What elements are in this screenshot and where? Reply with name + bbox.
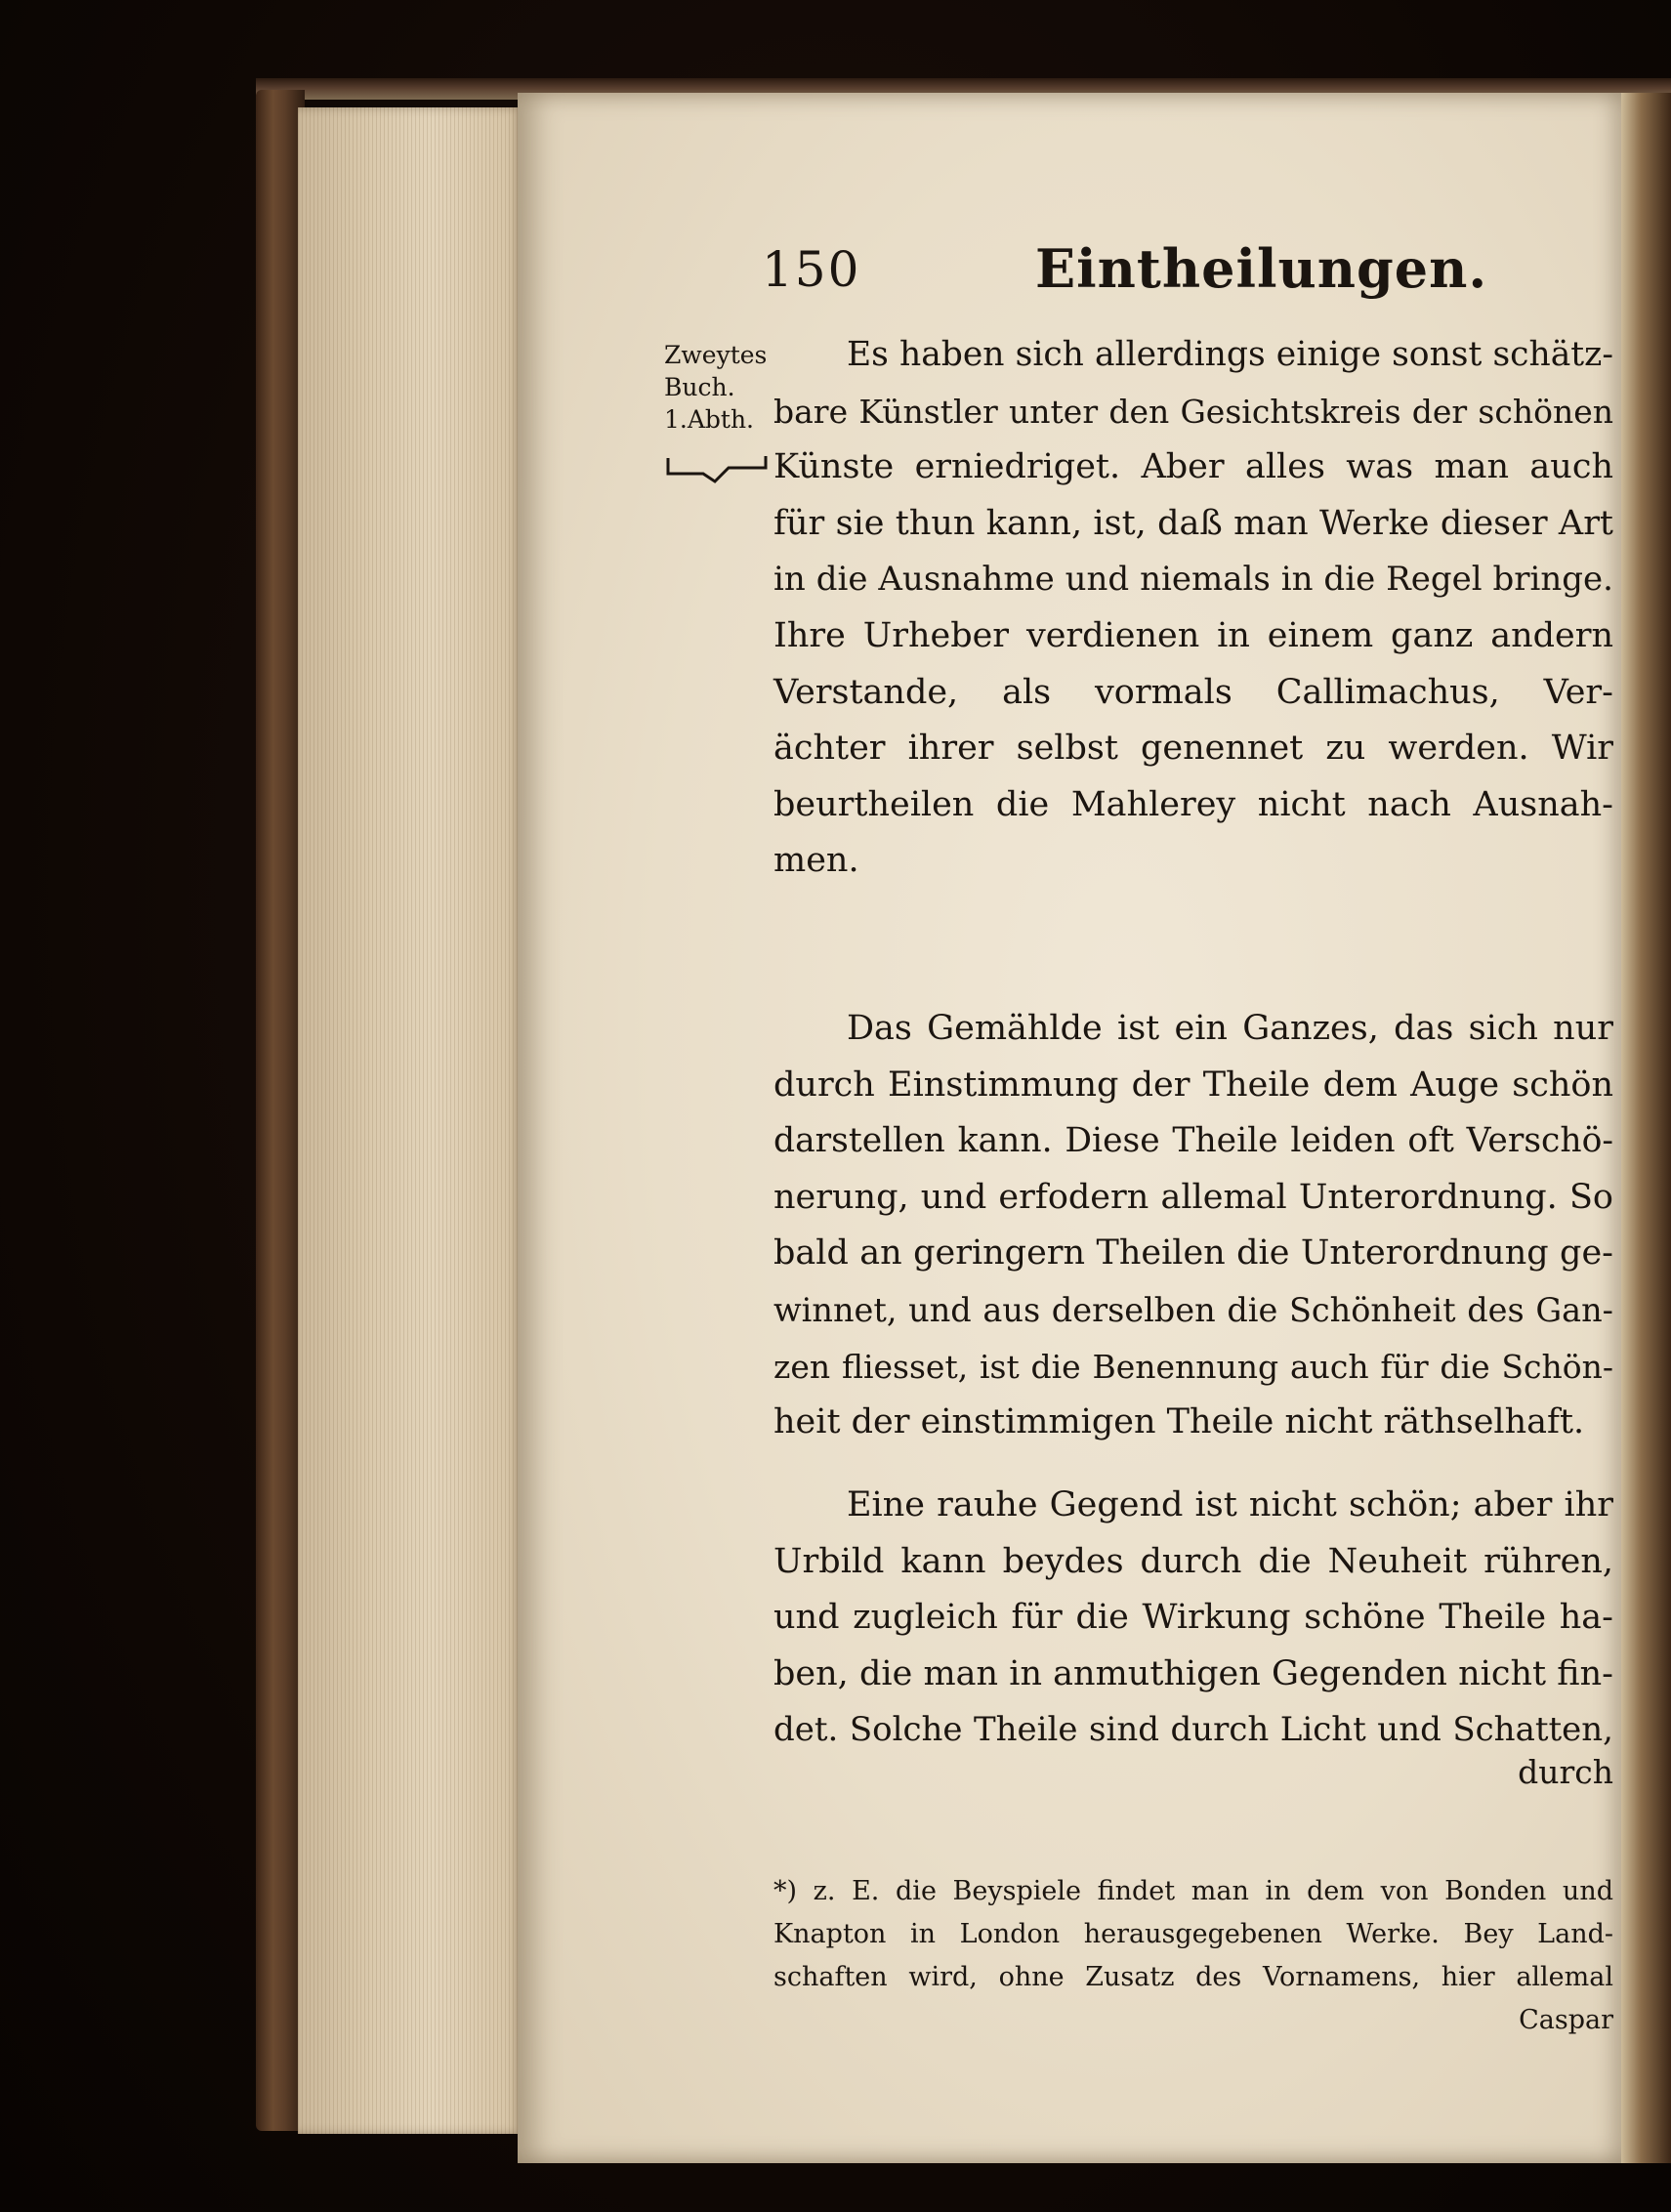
page-number: 150 xyxy=(762,241,861,298)
text-line: Ihre Urheber verdienen in einem ganz andern xyxy=(773,615,1613,655)
footnote xyxy=(773,1870,1613,2042)
margin-note-line: 1.Abth. xyxy=(664,405,755,434)
book-page xyxy=(518,93,1621,2163)
paragraph xyxy=(773,1478,1613,1759)
text-line: heit der einstimmigen Theile nicht räthselhaft. xyxy=(773,1402,1585,1442)
text-line: Eine rauhe Gegend ist nicht schön; aber ihr xyxy=(847,1485,1613,1524)
footnote-line: Knapton in London herausgegebenen Werke. Bey Land- xyxy=(773,1919,1613,1949)
text-line: Das Gemählde ist ein Ganzes, das sich nur xyxy=(847,1009,1613,1048)
margin-note-line: Buch. xyxy=(664,373,735,401)
footnote-line: schaften wird, ohne Zusatz des Vornamens, hier allemal xyxy=(773,1962,1613,1992)
text-line: nerung, und erfodern allemal Unterordnung. So xyxy=(773,1177,1613,1217)
catchword: durch xyxy=(1518,1753,1613,1791)
text-line: Urbild kann beydes durch die Neuheit rühren, xyxy=(773,1541,1613,1581)
text-line: ächter ihrer selbst genennet zu werden. Wir xyxy=(773,729,1613,769)
footnote-line: *) z. E. die Beyspiele findet man in dem von Bonden und xyxy=(773,1876,1613,1906)
text-line: bare Künstler unter den Gesichtskreis der schönen xyxy=(773,392,1613,431)
text-line: darstellen kann. Diese Theile leiden oft Verschö- xyxy=(773,1121,1613,1161)
footnote-line: Caspar xyxy=(1519,2005,1613,2035)
facing-page-edge xyxy=(1621,93,1671,2163)
margin-flourish-icon xyxy=(664,444,772,483)
running-head: Eintheilungen. xyxy=(1035,237,1488,300)
text-line: für sie thun kann, ist, daß man Werke dieser Art xyxy=(773,503,1613,543)
text-line: beurtheilen die Mahlerey nicht nach Ausnah- xyxy=(773,784,1613,824)
text-line: zen fliesset, ist die Benennung auch für die Schön- xyxy=(773,1347,1613,1386)
margin-note-line: Zweytes xyxy=(664,341,768,369)
text-line: winnet, und aus derselben die Schönheit des Gan- xyxy=(773,1290,1613,1329)
text-line: Künste erniedriget. Aber alles was man auch xyxy=(773,447,1613,487)
text-line: in die Ausnahme und niemals in die Regel bringe. xyxy=(773,560,1613,600)
text-line: und zugleich für die Wirkung schöne Theile ha- xyxy=(773,1598,1613,1638)
text-line: bald an geringern Theilen die Unterordnung ge- xyxy=(773,1233,1613,1273)
paragraph xyxy=(773,1001,1613,1451)
text-line: Es haben sich allerdings einige sonst schätz- xyxy=(847,335,1613,374)
text-line: det. Solche Theile sind durch Licht und Schatten, xyxy=(773,1710,1613,1750)
text-line: ben, die man in anmuthigen Gegenden nicht fin- xyxy=(773,1653,1613,1693)
text-line: durch Einstimmung der Theile dem Auge schön xyxy=(773,1064,1613,1105)
margin-note xyxy=(664,339,767,436)
paragraph xyxy=(773,327,1613,890)
text-line: men. xyxy=(773,841,859,881)
page-edges-stack xyxy=(298,107,522,2134)
text-line: Verstande, als vormals Callimachus, Ver- xyxy=(773,672,1613,712)
